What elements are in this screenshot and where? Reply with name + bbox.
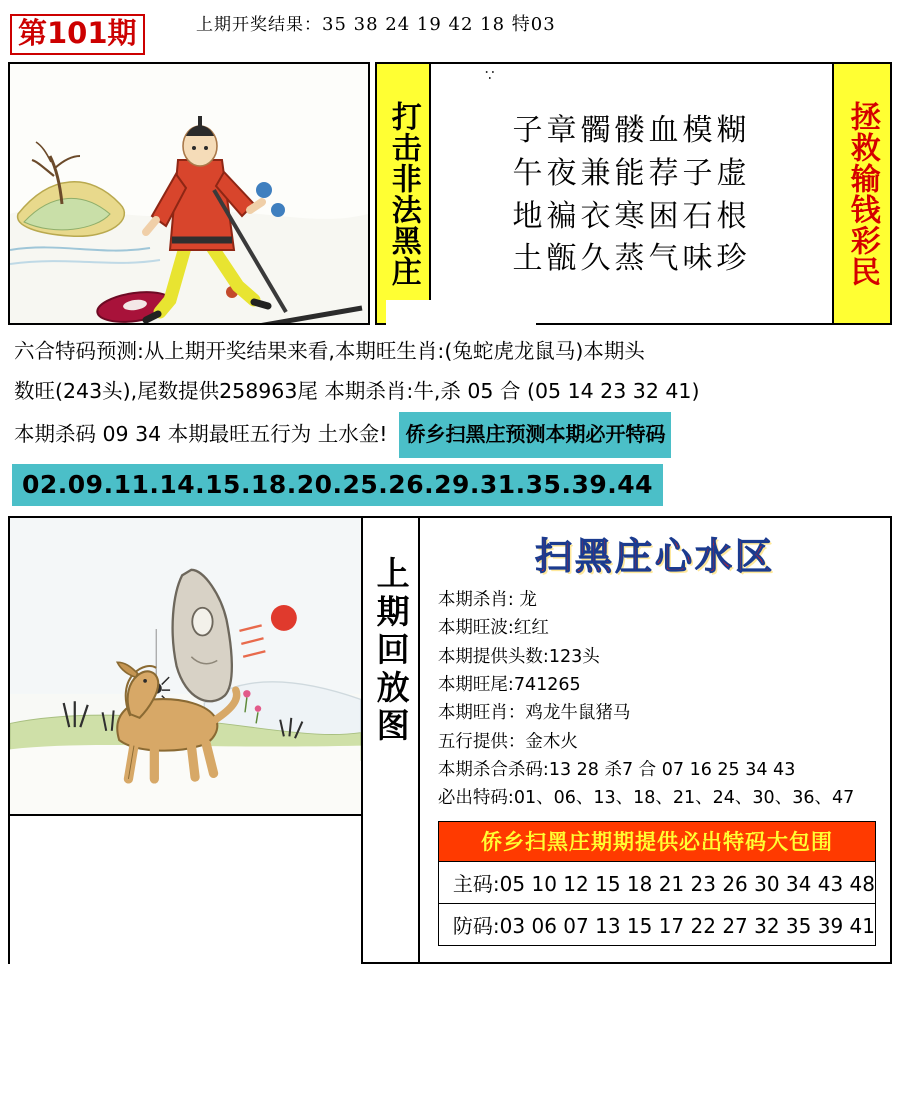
prediction-highlight-tag: 侨乡扫黑庄预测本期必开特码 (399, 412, 671, 458)
dog-illustration-svg (10, 518, 361, 790)
prediction-line-2: 数旺(243头),尾数提供258963尾 本期杀肖:牛,杀 05 合 (05 14 23 32 41) (14, 378, 700, 403)
prediction-line-1: 六合特码预测:从上期开奖结果来看,本期旺生肖:(兔蛇虎龙鼠马)本期头 (14, 339, 645, 363)
verse-line-1: 子章髑髅血模糊 (512, 113, 751, 149)
tips-item-7: 本期杀合杀码:13 28 杀7 合 07 16 25 34 43 (437, 760, 796, 780)
main-code-label: 主码: (452, 871, 500, 896)
verse-line-3: 地褊衣寒困石根 (512, 198, 751, 234)
main-code-value: 05 10 12 15 18 21 23 26 30 34 43 48 (499, 871, 875, 896)
tips-info-list (438, 586, 890, 813)
last-draw-label: 上期开奖结果： (196, 15, 322, 35)
promo-banner: 侨乡扫黑庄期期提供必出特码大包围 (438, 821, 876, 862)
blank-area (10, 816, 361, 964)
prediction-line-3: 本期杀码 09 34 本期最旺五行为 土水金! (14, 421, 388, 446)
verse-line-4: 土甑久蒸气味珍 (512, 241, 751, 277)
last-draw-numbers: 35 38 24 19 42 18 特03 (322, 14, 556, 35)
verse-panel (375, 62, 892, 325)
warrior-illustration (8, 62, 370, 325)
white-overlay-strip (386, 300, 536, 327)
guard-code-label: 防码: (452, 913, 500, 938)
tips-item-1: 本期杀肖: 龙 (437, 589, 537, 610)
tips-column (420, 518, 890, 962)
tips-item-2: 本期旺波:红红 (437, 618, 549, 639)
warrior-illustration-svg (10, 64, 368, 323)
tips-item-3: 本期提供头数:123头 (437, 646, 600, 667)
right-slogan-band (832, 64, 890, 323)
prediction-block (14, 332, 890, 458)
tips-item-6: 五行提供：金木火 (437, 731, 578, 752)
bottom-section (8, 516, 892, 964)
issue-badge: 第101期 (10, 14, 145, 55)
prediction-line-3-row (14, 412, 890, 458)
replay-picture-column (10, 518, 363, 962)
left-slogan-band (377, 64, 431, 323)
replay-label-text: 上期回放图 (371, 555, 411, 746)
last-draw-result (196, 10, 556, 36)
verse-dots: ∵ (485, 67, 498, 84)
left-slogan-text: 打击非法黑庄 (385, 100, 421, 287)
replay-label-band (363, 518, 420, 962)
tips-item-8: 必出特码:01、06、13、18、21、24、30、36、47 (437, 788, 855, 809)
main-code-row (438, 862, 876, 904)
predicted-numbers: 02.09.11.14.15.18.20.25.26.29.31.35.39.44 (12, 464, 663, 506)
verse-line-2: 午夜兼能荐子虚 (512, 155, 751, 191)
dog-illustration (10, 518, 361, 816)
guard-code-value: 03 06 07 13 15 17 22 27 32 35 39 41 (499, 913, 875, 938)
tips-title: 扫黑庄心水区 (534, 534, 775, 578)
page-header (0, 0, 900, 62)
guard-code-row (438, 904, 876, 946)
tips-item-4: 本期旺尾:741265 (437, 674, 581, 695)
tips-item-5: 本期旺肖：鸡龙牛鼠猪马 (437, 703, 631, 724)
right-slogan-text: 拯救输钱彩民 (844, 100, 880, 287)
top-section (8, 62, 892, 325)
verse-lines (431, 64, 832, 323)
